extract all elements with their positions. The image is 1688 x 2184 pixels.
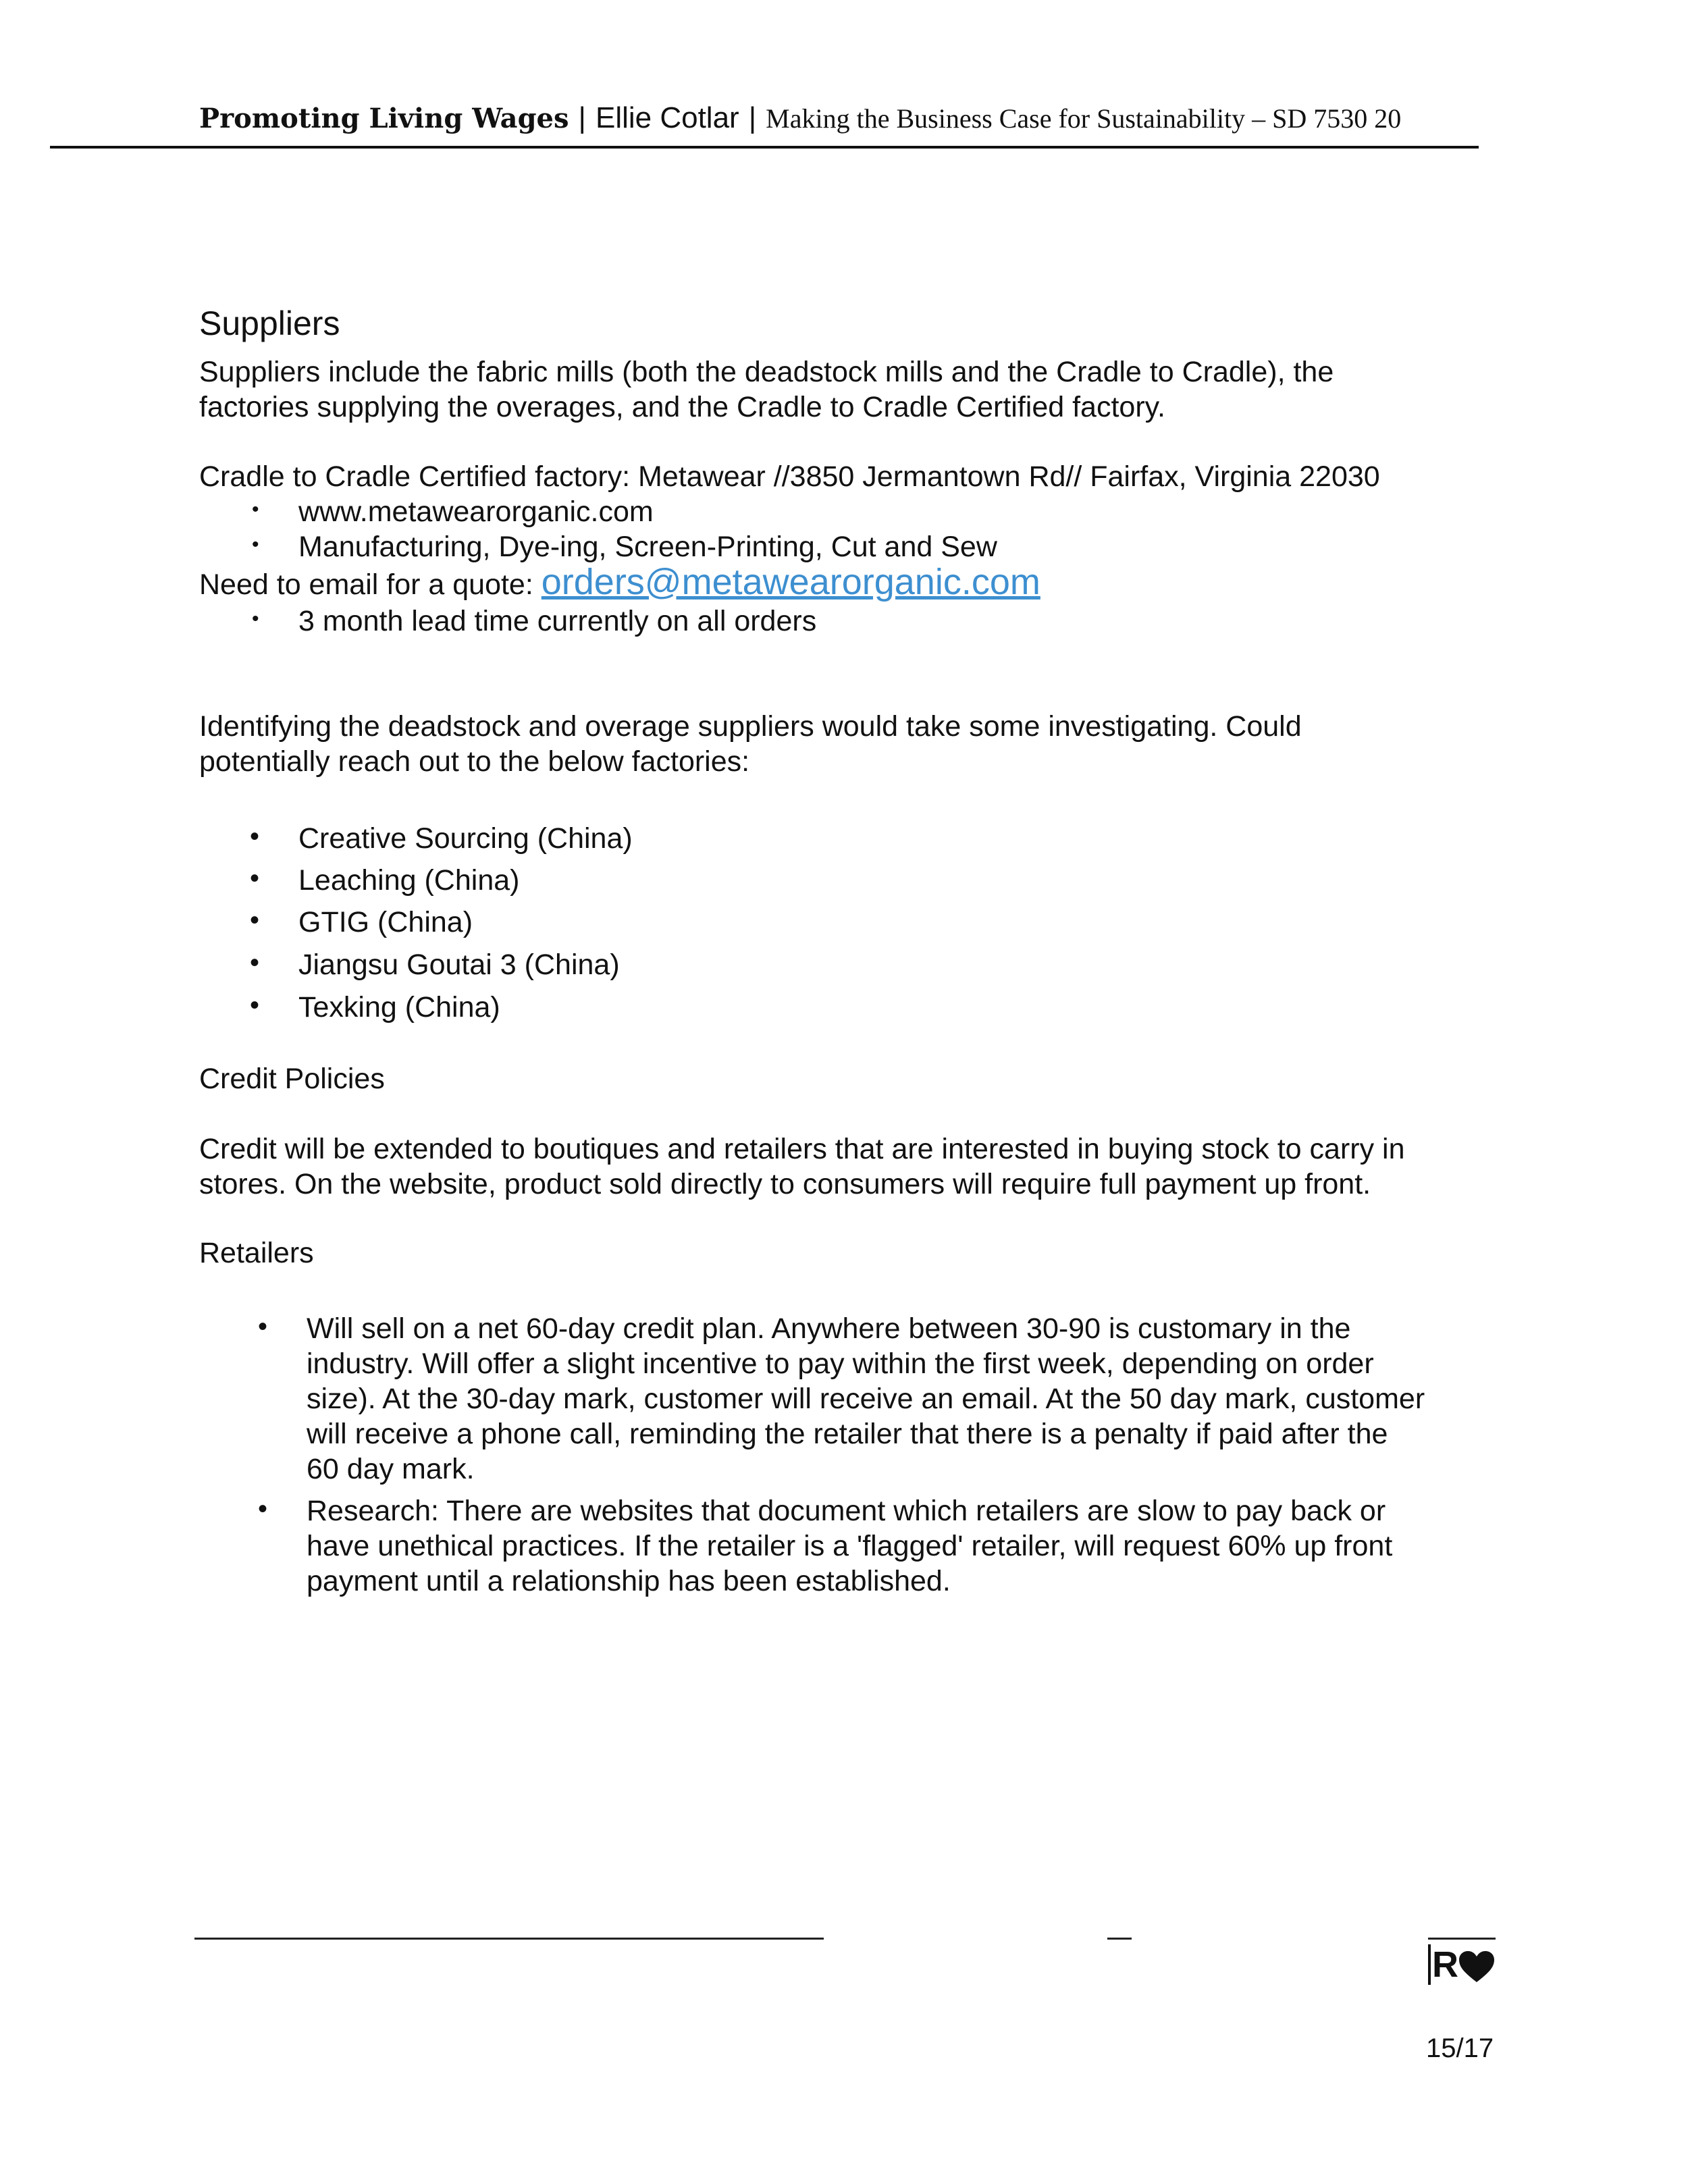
paragraph-line: factories supplying the overages, and the Cradle to Cradle Certified factory. <box>199 391 1165 423</box>
email-link[interactable]: orders@metawearorganic.com <box>541 562 1040 602</box>
list-item: www.metawearorganic.com <box>298 496 654 528</box>
header-rule <box>50 146 1479 149</box>
section-heading-suppliers: Suppliers <box>199 304 340 342</box>
list-item: Creative Sourcing (China) <box>298 822 633 855</box>
page-number: 15/17 <box>1426 2033 1494 2063</box>
footer-rule <box>1428 1938 1496 1940</box>
paragraph-line: Research: There are websites that document which retailers are slow to pay back or <box>307 1495 1386 1527</box>
footer-rule <box>194 1938 824 1940</box>
bullet-icon: • <box>250 990 260 1020</box>
course-name: Making the Business Case for Sustainability – SD 7530 20 <box>766 103 1402 134</box>
bullet-icon: • <box>250 863 260 893</box>
document-title: Promoting Living Wages <box>199 103 569 134</box>
paragraph-line: stores. On the website, product sold directly to consumers will require full payment up front. <box>199 1168 1371 1200</box>
paragraph-line: industry. Will offer a slight incentive to pay within the first week, depending on order <box>307 1348 1374 1380</box>
quote-line <box>199 564 1040 602</box>
paragraph-line: potentially reach out to the below factories: <box>199 745 750 778</box>
paragraph-line: size). At the 30-day mark, customer will receive an email. At the 50 day mark, customer <box>307 1383 1425 1415</box>
list-item: GTIG (China) <box>298 906 473 938</box>
list-item: 3 month lead time currently on all orders <box>298 605 817 637</box>
list-item: Leaching (China) <box>298 864 520 897</box>
bullet-icon: • <box>250 905 260 935</box>
bullet-icon: • <box>250 948 260 978</box>
bullet-icon: • <box>252 533 259 556</box>
footer-dash <box>1107 1938 1132 1940</box>
header-separator: | <box>578 101 586 134</box>
section-heading-credit: Credit Policies <box>199 1063 385 1095</box>
heart-icon <box>1458 1950 1496 1983</box>
paragraph-line: Suppliers include the fabric mills (both the deadstock mills and the Cradle to Cradle), the <box>199 356 1334 388</box>
paragraph-line: have unethical practices. If the retailer is a 'flagged' retailer, will request 60% up front <box>307 1530 1393 1562</box>
paragraph-line: Credit will be extended to boutiques and retailers that are interested in buying stock to carry in <box>199 1133 1405 1165</box>
bullet-icon: • <box>252 498 259 521</box>
list-item: Texking (China) <box>298 991 500 1023</box>
header-separator: | <box>748 101 757 134</box>
page-header <box>199 101 1401 135</box>
brand-logo <box>1428 1944 1502 1985</box>
bullet-icon: • <box>258 1312 268 1341</box>
paragraph-line: payment until a relationship has been established. <box>307 1565 951 1597</box>
list-item: Manufacturing, Dye-ing, Screen-Printing, Cut and Sew <box>298 531 997 563</box>
bullet-icon: • <box>250 822 260 851</box>
logo-letter: R <box>1428 1944 1458 1985</box>
paragraph-line: 60 day mark. <box>307 1453 475 1485</box>
section-heading-retailers: Retailers <box>199 1237 314 1269</box>
c2c-factory-line: Cradle to Cradle Certified factory: Metawear //3850 Jermantown Rd// Fairfax, Virginia 22030 <box>199 460 1380 493</box>
bullet-icon: • <box>252 608 259 630</box>
paragraph-line: Will sell on a net 60-day credit plan. Anywhere between 30-90 is customary in the <box>307 1312 1351 1345</box>
list-item: Jiangsu Goutai 3 (China) <box>298 949 620 981</box>
paragraph-line: will receive a phone call, reminding the retailer that there is a penalty if paid after the <box>307 1418 1388 1450</box>
paragraph-line: Identifying the deadstock and overage suppliers would take some investigating. Could <box>199 710 1302 743</box>
quote-label: Need to email for a quote: <box>199 568 542 601</box>
bullet-icon: • <box>258 1494 268 1524</box>
author-name: Ellie Cotlar <box>595 101 739 134</box>
